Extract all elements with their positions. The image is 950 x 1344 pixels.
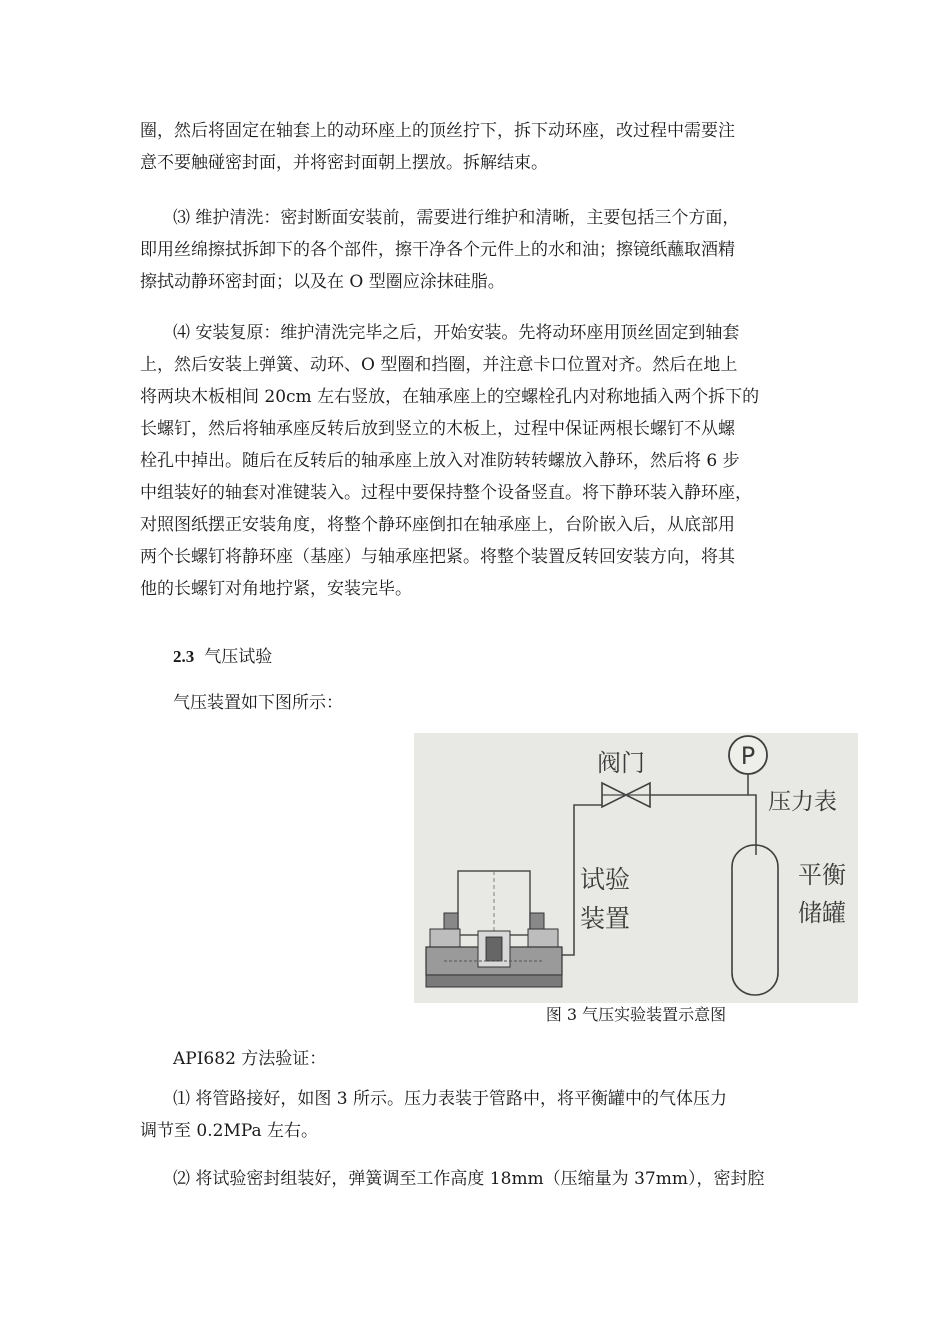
paragraph-disassembly-end — [140, 115, 820, 179]
pressure-gauge-symbol — [729, 736, 767, 774]
figure-caption: 图 3 气压实验装置示意图 — [545, 1005, 727, 1024]
tank-label-line2: 储罐 — [798, 899, 846, 927]
pneumatic-test-diagram — [414, 733, 858, 1003]
text-line: 意不要触碰密封面，并将密封面朝上摆放。拆解结束。 — [140, 153, 548, 173]
text-line: ⑴ 将管路接好，如图 3 所示。压力表装于管路中，将平衡罐中的气体压力 — [173, 1089, 728, 1109]
gauge-label: 压力表 — [768, 789, 837, 815]
section-title: 气压试验 — [204, 647, 273, 667]
valve-label: 阀门 — [597, 749, 645, 777]
text-line: ⑷ 安装复原：维护清洗完毕之后，开始安装。先将动环座用顶丝固定到轴套 — [173, 323, 740, 343]
text-line: 调节至 0.2MPa 左右。 — [140, 1121, 319, 1141]
step-2 — [140, 1163, 820, 1195]
test-label-line2: 装置 — [580, 904, 631, 933]
api-method-title: API682 方法验证： — [173, 1049, 327, 1069]
section-heading — [173, 641, 272, 673]
text-line: ⑶ 维护清洗：密封断面安装前，需要进行维护和清晰，主要包括三个方面， — [173, 208, 740, 228]
section-number: 2.3 — [173, 647, 195, 666]
text-line: 他的长螺钉对角地拧紧，安装完毕。 — [140, 579, 412, 599]
text-line: 将两块木板相间 20cm 左右竖放，在轴承座上的空螺栓孔内对称地插入两个拆下的 — [140, 387, 760, 407]
text-line: 对照图纸摆正安装角度，将整个静环座倒扣在轴承座上，台阶嵌入后，从底部用 — [140, 515, 735, 535]
text-line: 栓孔中掉出。随后在反转后的轴承座上放入对准防转转螺放入静环，然后将 6 步 — [140, 451, 740, 471]
figure-intro: 气压装置如下图所示： — [173, 693, 343, 713]
text-line: 长螺钉，然后将轴承座反转后放到竖立的木板上，过程中保证两根长螺钉不从螺 — [140, 419, 735, 439]
text-line: 两个长螺钉将静环座（基座）与轴承座把紧。将整个装置反转回安装方向，将其 — [140, 547, 735, 567]
tank-label-line1: 平衡 — [798, 861, 846, 889]
pneumatic-test-figure — [414, 733, 858, 1003]
gauge-letter: P — [740, 742, 756, 770]
text-line: 圈，然后将固定在轴套上的动环座上的顶丝拧下，拆下动环座，改过程中需要注 — [140, 121, 735, 141]
text-line: 上，然后安装上弹簧、动环、O 型圈和挡圈，并注意卡口位置对齐。然后在地上 — [140, 355, 738, 375]
text-line: 中组装好的轴套对准键装入。过程中要保持整个设备竖直。将下静环装入静环座， — [140, 483, 752, 503]
text-line: 擦拭动静环密封面；以及在 O 型圈应涂抹硅脂。 — [140, 272, 505, 292]
paragraph-maintenance-cleaning — [140, 202, 820, 298]
step-1 — [140, 1083, 820, 1147]
paragraph-reinstallation — [140, 317, 820, 605]
text-line: 即用丝绵擦拭拆卸下的各个部件，擦干净各个元件上的水和油；擦镜纸蘸取酒精 — [140, 240, 735, 260]
test-label-line1: 试验 — [580, 865, 631, 894]
text-line: ⑵ 将试验密封组装好，弹簧调至工作高度 18mm（压缩量为 37mm），密封腔 — [173, 1169, 765, 1189]
